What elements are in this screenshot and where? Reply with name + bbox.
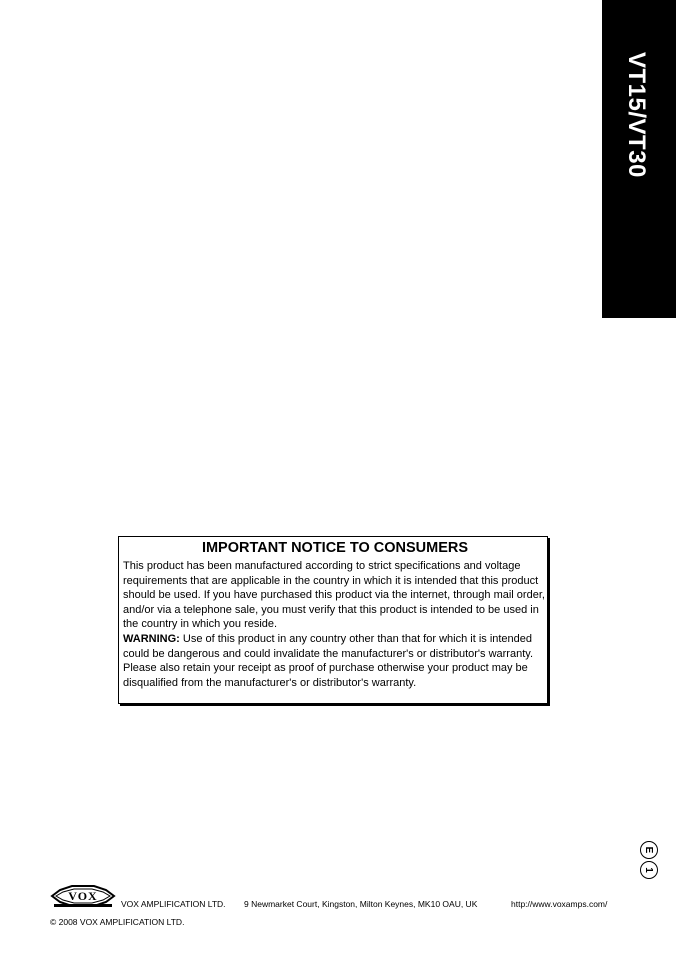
notice-title: IMPORTANT NOTICE TO CONSUMERS [201,540,469,556]
side-tab-title: VT15/VT30 [623,52,650,178]
important-notice-box [118,536,548,704]
footer-address: 9 Newmarket Court, Kingston, Milton Keynes, MK10 OAU, UK [244,899,478,909]
vox-logo [50,880,116,908]
footer-company-line [121,899,607,909]
page-number-badge: 1 [640,861,658,879]
page-code-markers [640,841,658,879]
copyright-line: © 2008 VOX AMPLIFICATION LTD. [50,917,185,927]
notice-paragraph-3: Please also retain your receipt as proof of purchase otherwise your product may be disqualified from the manufacturer's or distributor's warranty. [123,662,528,689]
warning-label: WARNING: [123,632,180,645]
vox-logo-text: VOX [68,889,98,903]
language-code-badge: E [640,841,658,859]
notice-warning [123,632,547,661]
footer-company: VOX AMPLIFICATION LTD. [121,899,226,909]
notice-paragraph-1: This product has been manufactured according to strict specifications and voltage requirements that are applicable in the country in which it is intended that this product should be used. If you have purchased this product via the internet, through mail order, and/or via a telephone sale, you must verify that this product is intended to be used in the country in which you reside. [123,560,545,631]
warning-text: Use of this product in any country other than that for which it is intended could be dangerous and could invalidate the manufacturer's or distributor's warranty. [123,632,534,660]
footer-url: http://www.voxamps.com/ [511,899,608,909]
